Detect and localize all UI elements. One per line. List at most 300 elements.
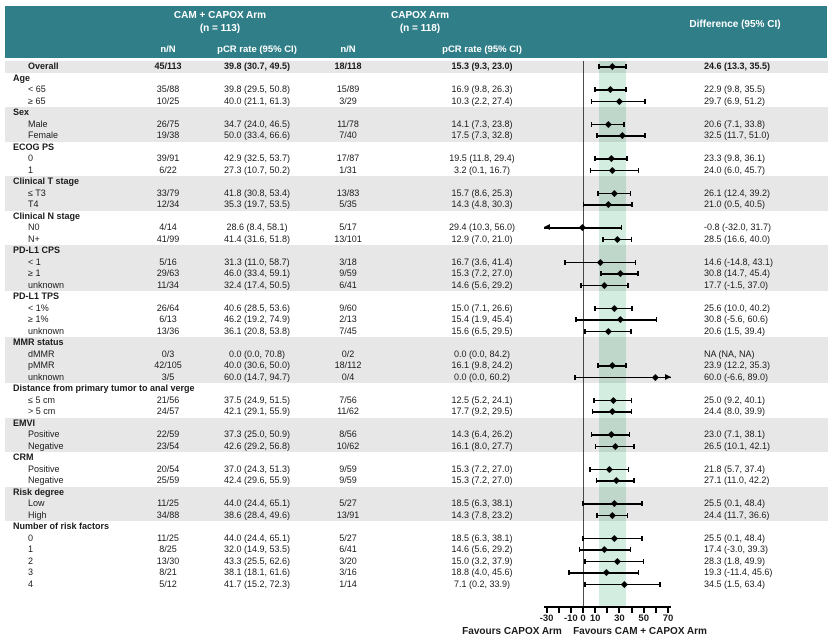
- cell-difference: 24.4 (11.7, 36.6): [704, 509, 770, 520]
- cell-capox-nN: 9/59: [339, 475, 357, 485]
- table-row: [5, 268, 828, 280]
- cell-cam-pcr: 41.7 (15.2, 72.3): [223, 578, 291, 589]
- cell-difference: 24.4 (8.0, 39.9): [704, 406, 766, 416]
- ci-cap-right: [633, 478, 635, 483]
- ci-cap-left: [575, 317, 577, 322]
- point-estimate-marker: [611, 190, 618, 197]
- point-estimate-marker: [601, 546, 608, 553]
- table-group-row: [5, 487, 828, 499]
- cell-difference: 28.3 (1.8, 49.9): [704, 555, 766, 566]
- arm1-header: [120, 10, 320, 35]
- point-estimate-marker: [614, 558, 621, 565]
- table-row: [5, 510, 828, 522]
- cell-cam-pcr: 44.0 (24.4, 65.1): [223, 532, 291, 543]
- cell-capox-pcr: 15.3 (7.2, 27.0): [451, 268, 513, 278]
- cell-difference: 22.9 (9.8, 35.5): [704, 84, 766, 94]
- table-row: [5, 441, 828, 453]
- cell-capox-pcr: 17.5 (7.3, 32.8): [451, 130, 513, 140]
- cell-difference: 32.5 (11.7, 51.0): [704, 130, 770, 140]
- axis-tick: [546, 608, 548, 613]
- table-row: [5, 395, 828, 407]
- cell-difference: 14.6 (-14.8, 43.1): [704, 256, 774, 267]
- subgroup-label: ≤ 5 cm: [28, 394, 55, 405]
- ci-cap-left: [591, 432, 593, 437]
- subgroup-label: ≥ 1%: [28, 314, 49, 324]
- cell-cam-pcr: 32.4 (17.4, 50.5): [223, 279, 291, 290]
- arm2-n-text: (n = 118): [399, 22, 441, 34]
- cell-difference: 29.7 (6.9, 51.2): [704, 95, 766, 106]
- table-row: [5, 533, 828, 545]
- cell-capox-pcr: 18.5 (6.3, 38.1): [451, 532, 513, 543]
- cell-difference: 20.6 (7.1, 33.8): [704, 118, 766, 129]
- subgroup-label: pMMR: [28, 360, 55, 370]
- difference-header: Difference (95% CI): [689, 19, 781, 30]
- axis-tick: [618, 608, 620, 613]
- point-estimate-marker: [605, 201, 612, 208]
- cell-capox-nN: 3/20: [339, 555, 357, 566]
- cell-difference: 34.5 (1.5, 63.4): [704, 578, 766, 589]
- table-row: [5, 199, 828, 211]
- subgroup-label: 3: [28, 567, 34, 577]
- table-row: [5, 360, 828, 372]
- cell-cam-nN: 5/16: [159, 256, 177, 267]
- cell-cam-pcr: 40.0 (30.6, 50.0): [223, 360, 291, 370]
- cell-capox-pcr: 18.8 (4.0, 45.6): [451, 567, 513, 577]
- ci-cap-left: [580, 283, 582, 288]
- cell-capox-pcr: 14.6 (5.6, 29.2): [451, 279, 513, 290]
- point-estimate-marker: [601, 282, 608, 289]
- point-estimate-marker: [608, 431, 615, 438]
- table-row: [5, 475, 828, 487]
- table-row: [5, 119, 828, 131]
- table-group-row: [5, 142, 828, 154]
- ci-cap-right: [641, 536, 643, 541]
- axis-tick: [655, 608, 657, 613]
- point-estimate-marker: [597, 259, 604, 266]
- ci-arrow-right-icon: [665, 374, 671, 380]
- cell-capox-nN: 3/16: [339, 567, 357, 577]
- cell-difference: -0.8 (-32.0, 31.7): [704, 222, 772, 232]
- subgroup-label: ≥ 1: [28, 268, 41, 278]
- cell-cam-nN: 8/25: [159, 544, 177, 554]
- cell-capox-nN: 13/91: [336, 509, 360, 520]
- cell-cam-pcr: 35.3 (19.7, 53.5): [223, 199, 291, 209]
- ci-cap-right: [631, 202, 633, 207]
- table-row: [5, 406, 828, 418]
- axis-tick-label: 0: [580, 613, 586, 624]
- cell-cam-nN: 21/56: [156, 394, 180, 405]
- cell-capox-nN: 5/27: [339, 498, 357, 508]
- cell-cam-pcr: 46.0 (33.4, 59.1): [223, 268, 291, 278]
- subgroup-label: N+: [28, 233, 40, 244]
- cell-difference: 21.8 (5.7, 37.4): [704, 463, 766, 474]
- ci-cap-right: [628, 467, 630, 472]
- cell-difference: 23.9 (12.2, 35.3): [704, 360, 771, 370]
- cell-cam-nN: 5/12: [159, 578, 177, 589]
- cell-cam-pcr: 38.1 (18.1, 61.6): [223, 567, 291, 577]
- cell-cam-nN: 6/22: [159, 164, 177, 175]
- cell-capox-nN: 1/31: [339, 164, 357, 175]
- col-header-pcr-arm2: pCR rate (95% CI): [442, 44, 522, 55]
- table-row: [5, 222, 828, 234]
- ci-cap-right: [643, 559, 645, 564]
- cell-capox-pcr: 14.3 (6.4, 26.2): [451, 429, 513, 439]
- subgroup-label: ECOG PS: [13, 141, 55, 152]
- cell-difference: 20.6 (1.5, 39.4): [704, 325, 766, 336]
- cell-cam-nN: 13/30: [156, 555, 180, 566]
- ci-cap-left: [592, 409, 594, 414]
- point-estimate-marker: [652, 374, 659, 381]
- cell-capox-pcr: 15.3 (7.2, 27.0): [451, 463, 513, 474]
- point-estimate-marker: [609, 167, 616, 174]
- point-estimate-marker: [609, 362, 616, 369]
- table-row: [5, 234, 828, 246]
- table-row: [5, 429, 828, 441]
- table-group-row: [5, 337, 828, 349]
- cell-difference: 19.3 (-11.4, 45.6): [704, 567, 773, 577]
- subgroup-label: Female: [28, 130, 59, 140]
- table-row: [5, 567, 828, 579]
- cell-cam-pcr: 38.6 (28.4, 49.6): [223, 509, 291, 520]
- axis-tick: [570, 608, 572, 613]
- cell-capox-pcr: 0.0 (0.0, 60.2): [453, 371, 511, 382]
- subgroup-label: Number of risk factors: [13, 521, 110, 531]
- table-row: [5, 314, 828, 326]
- point-estimate-marker: [612, 443, 619, 450]
- axis-tick-label: 70: [662, 613, 674, 624]
- cell-capox-nN: 2/13: [339, 314, 357, 324]
- cell-capox-nN: 6/41: [339, 279, 357, 290]
- cell-capox-pcr: 15.7 (8.6, 25.3): [451, 187, 513, 198]
- cell-difference: 24.6 (13.3, 35.5): [704, 61, 771, 71]
- cell-capox-pcr: 15.0 (3.2, 37.9): [451, 555, 513, 566]
- ci-cap-left: [597, 363, 599, 368]
- ci-cap-right: [638, 168, 640, 173]
- cell-capox-pcr: 14.3 (4.8, 30.3): [451, 199, 513, 209]
- cell-difference: 30.8 (14.7, 45.4): [704, 268, 771, 278]
- cell-capox-pcr: 29.4 (10.3, 56.0): [448, 222, 516, 232]
- ci-cap-left: [596, 133, 598, 138]
- cell-cam-nN: 25/59: [156, 475, 180, 485]
- cell-cam-nN: 35/88: [156, 84, 180, 94]
- ci-cap-left: [568, 570, 570, 575]
- table-group-row: [5, 176, 828, 188]
- point-estimate-marker: [605, 121, 612, 128]
- cell-cam-nN: 0/3: [161, 348, 175, 359]
- cell-cam-nN: 33/79: [156, 187, 180, 198]
- cell-capox-pcr: 14.1 (7.3, 23.8): [451, 118, 513, 129]
- cell-capox-nN: 15/89: [336, 84, 360, 94]
- ci-cap-right: [633, 444, 635, 449]
- ci-cap-right: [641, 501, 643, 506]
- axis-tick: [606, 608, 608, 613]
- table-group-row: [5, 73, 828, 85]
- cell-difference: 25.6 (10.0, 40.2): [704, 302, 771, 313]
- ci-cap-right: [631, 237, 633, 242]
- cell-capox-nN: 13/101: [334, 233, 362, 244]
- cell-difference: 24.0 (6.0, 45.7): [704, 164, 766, 175]
- ci-cap-right: [623, 122, 625, 127]
- table-row: [5, 188, 828, 200]
- table-row: [5, 372, 828, 384]
- cell-cam-nN: 6/13: [159, 314, 177, 324]
- cell-cam-pcr: 44.0 (24.4, 65.1): [223, 498, 291, 508]
- point-estimate-marker: [613, 477, 620, 484]
- cell-cam-pcr: 42.4 (29.6, 55.9): [223, 475, 291, 485]
- subgroup-label: < 65: [28, 84, 46, 94]
- cell-cam-nN: 24/57: [156, 406, 180, 416]
- ci-cap-left: [579, 547, 581, 552]
- subgroup-label: 0: [28, 153, 34, 163]
- cell-capox-nN: 0/2: [341, 348, 355, 359]
- cell-capox-pcr: 14.6 (5.6, 29.2): [451, 544, 513, 554]
- cell-capox-nN: 17/87: [336, 153, 360, 163]
- ci-cap-right: [638, 570, 640, 575]
- point-estimate-marker: [611, 305, 618, 312]
- cell-difference: 23.3 (9.8, 36.1): [704, 153, 766, 163]
- ci-cap-right: [630, 329, 632, 334]
- arm2-header: [330, 10, 510, 35]
- point-estimate-marker: [611, 500, 618, 507]
- cell-difference: 30.8 (-5.6, 60.6): [704, 314, 769, 324]
- table-group-row: [5, 211, 828, 223]
- cell-difference: NA (NA, NA): [704, 348, 755, 359]
- cell-difference: 26.1 (12.4, 39.2): [704, 187, 771, 198]
- ci-cap-left: [589, 467, 591, 472]
- ci-cap-left: [598, 64, 600, 69]
- ci-cap-left: [574, 375, 576, 380]
- cell-cam-pcr: 40.6 (28.5, 53.6): [223, 302, 291, 313]
- cell-capox-nN: 9/59: [339, 463, 357, 474]
- cell-difference: 27.1 (11.0, 42.2): [704, 475, 770, 485]
- subgroup-label: High: [28, 509, 47, 520]
- point-estimate-marker: [614, 236, 621, 243]
- arm1-n-text: (n = 113): [199, 22, 241, 34]
- cell-cam-nN: 39/91: [156, 153, 180, 163]
- point-estimate-marker: [609, 512, 616, 519]
- ci-cap-left: [596, 478, 598, 483]
- cell-difference: 60.0 (-6.6, 89.0): [704, 371, 769, 382]
- cell-difference: 25.0 (9.2, 40.1): [704, 394, 766, 405]
- cell-capox-nN: 5/17: [339, 222, 357, 232]
- cell-capox-nN: 18/112: [334, 360, 362, 370]
- ci-cap-right: [621, 225, 623, 230]
- ci-cap-left: [584, 559, 586, 564]
- ci-cap-left: [596, 513, 598, 518]
- cell-difference: 23.0 (7.1, 38.1): [704, 429, 766, 439]
- ci-cap-right: [644, 133, 646, 138]
- axis-tick: [667, 608, 669, 613]
- table-row: [5, 349, 828, 361]
- cell-cam-nN: 34/88: [156, 509, 180, 520]
- subgroup-label: < 1%: [28, 302, 49, 313]
- cell-cam-nN: 29/63: [156, 268, 180, 278]
- cell-capox-nN: 3/29: [339, 95, 357, 106]
- cell-cam-nN: 11/25: [157, 498, 179, 508]
- subgroup-label: PD-L1 CPS: [13, 245, 61, 255]
- col-header-pcr-arm1: pCR rate (95% CI): [217, 44, 297, 55]
- table-row: [5, 61, 828, 73]
- cell-cam-nN: 12/34: [156, 199, 180, 209]
- ci-cap-right: [630, 547, 632, 552]
- cell-capox-pcr: 19.5 (11.8, 29.4): [449, 153, 515, 163]
- favours-right-label: Favours CAM + CAPOX Arm: [573, 626, 707, 637]
- cell-capox-pcr: 12.9 (7.0, 21.0): [451, 233, 513, 244]
- cell-cam-nN: 10/25: [156, 95, 180, 106]
- subgroup-label: CRM: [13, 452, 34, 462]
- cell-cam-nN: 42/105: [154, 360, 182, 370]
- point-estimate-marker: [607, 86, 614, 93]
- axis-tick-label: 30: [614, 613, 625, 624]
- cell-cam-pcr: 42.9 (32.5, 53.7): [223, 153, 291, 163]
- cell-capox-pcr: 15.6 (6.5, 29.5): [451, 325, 513, 336]
- subgroup-label: Risk degree: [13, 486, 65, 497]
- table-row: [5, 84, 828, 96]
- subgroup-label: Negative: [28, 475, 64, 485]
- subgroup-label: < 1: [28, 256, 41, 267]
- subgroup-label: 2: [28, 555, 34, 566]
- subgroup-label: unknown: [28, 371, 65, 382]
- cell-cam-nN: 26/64: [156, 302, 180, 313]
- cell-capox-nN: 5/35: [339, 199, 357, 209]
- cell-cam-nN: 45/113: [154, 61, 182, 71]
- ci-cap-left: [594, 87, 596, 92]
- cell-capox-pcr: 16.1 (9.8, 24.2): [451, 360, 513, 370]
- cell-capox-nN: 7/45: [339, 325, 357, 336]
- cell-cam-pcr: 42.1 (29.1, 55.9): [223, 406, 291, 416]
- cell-capox-pcr: 15.3 (9.3, 23.0): [451, 61, 513, 71]
- ci-cap-left: [594, 306, 596, 311]
- subgroup-label: Positive: [28, 463, 60, 474]
- table-group-row: [5, 107, 828, 119]
- cell-difference: 28.5 (16.6, 40.0): [704, 233, 771, 244]
- cell-capox-pcr: 15.3 (7.2, 27.0): [451, 475, 513, 485]
- point-estimate-marker: [609, 408, 616, 415]
- subgroup-label: 0: [28, 532, 34, 543]
- cell-cam-pcr: 43.3 (25.5, 62.6): [223, 555, 291, 566]
- cell-difference: 17.7 (-1.5, 37.0): [704, 279, 769, 290]
- subgroup-label: > 5 cm: [28, 406, 56, 416]
- ci-arrow-left-icon: [544, 224, 550, 230]
- subgroup-label: Negative: [28, 440, 64, 451]
- table-row: [5, 303, 828, 315]
- arm2-title-text: CAPOX Arm: [391, 10, 449, 21]
- ci-cap-left: [591, 122, 593, 127]
- ci-cap-right: [625, 64, 627, 69]
- table-row: [5, 96, 828, 108]
- cell-capox-pcr: 16.1 (8.0, 27.7): [451, 440, 513, 451]
- table-group-row: [5, 291, 828, 303]
- cell-cam-pcr: 36.1 (20.8, 53.8): [223, 325, 291, 336]
- ci-cap-left: [595, 444, 597, 449]
- cell-capox-pcr: 17.7 (9.2, 29.5): [451, 406, 513, 416]
- cell-cam-nN: 11/34: [157, 279, 179, 290]
- cell-capox-pcr: 7.1 (0.2, 33.9): [453, 578, 511, 589]
- subgroup-label: Overall: [28, 61, 59, 71]
- table-group-row: [5, 245, 828, 257]
- point-estimate-marker: [608, 155, 615, 162]
- subgroup-label: Distance from primary tumor to anal verge: [13, 383, 195, 393]
- cell-cam-pcr: 37.3 (25.0, 50.9): [223, 429, 291, 439]
- subgroup-label: Low: [28, 498, 45, 508]
- point-estimate-marker: [603, 569, 610, 576]
- cell-cam-pcr: 41.8 (30.8, 53.4): [223, 187, 291, 198]
- axis-tick: [558, 608, 560, 613]
- subgroup-table-body: [5, 61, 828, 590]
- subgroup-label: ≥ 65: [28, 95, 46, 106]
- cell-cam-nN: 19/38: [156, 130, 180, 140]
- cell-cam-pcr: 60.0 (14.7, 94.7): [223, 371, 291, 382]
- table-row: [5, 130, 828, 142]
- subgroup-label: N0: [28, 222, 40, 232]
- cell-cam-pcr: 27.3 (10.7, 50.2): [223, 164, 291, 175]
- ci-cap-right: [627, 513, 629, 518]
- point-estimate-marker: [617, 316, 624, 323]
- cell-cam-pcr: 40.0 (21.1, 61.3): [223, 95, 291, 106]
- ci-cap-right: [644, 99, 646, 104]
- table-row: [5, 498, 828, 510]
- subgroup-label: Sex: [13, 107, 30, 117]
- ci-cap-left: [582, 501, 584, 506]
- cell-capox-nN: 7/40: [339, 130, 357, 140]
- cell-capox-pcr: 16.7 (3.6, 41.4): [451, 256, 513, 267]
- subgroup-label: PD-L1 TPS: [13, 291, 60, 301]
- subgroup-label: Clinical N stage: [13, 210, 81, 221]
- point-estimate-marker: [619, 132, 626, 139]
- point-estimate-marker: [610, 397, 617, 404]
- cell-capox-pcr: 15.0 (7.1, 26.6): [451, 302, 513, 313]
- cell-cam-pcr: 31.3 (11.0, 58.7): [224, 256, 290, 267]
- cell-cam-pcr: 50.0 (33.4, 66.6): [223, 130, 291, 140]
- ci-cap-right: [626, 156, 628, 161]
- table-row: [5, 464, 828, 476]
- ci-cap-right: [631, 306, 633, 311]
- cell-cam-pcr: 42.6 (29.2, 56.8): [223, 440, 291, 451]
- ci-cap-left: [600, 271, 602, 276]
- subgroup-label: unknown: [28, 325, 65, 336]
- ci-cap-left: [583, 202, 585, 207]
- table-group-row: [5, 418, 828, 430]
- axis-tick-label: -10: [563, 613, 578, 624]
- table-group-row: [5, 452, 828, 464]
- ci-cap-right: [625, 363, 627, 368]
- cell-difference: 17.4 (-3.0, 39.3): [704, 544, 769, 554]
- subgroup-label: 1: [28, 164, 34, 175]
- cell-cam-pcr: 34.7 (24.0, 46.5): [223, 118, 291, 129]
- ci-cap-left: [593, 398, 595, 403]
- cell-capox-pcr: 16.9 (9.8, 26.3): [451, 84, 513, 94]
- cell-capox-nN: 9/60: [339, 302, 357, 313]
- cell-difference: 26.5 (10.1, 42.1): [704, 440, 771, 451]
- col-header-nN-arm1: n/N: [160, 44, 176, 55]
- cell-cam-nN: 41/99: [156, 233, 180, 244]
- cell-capox-nN: 10/62: [336, 440, 360, 451]
- cell-difference: 21.0 (0.5, 40.5): [704, 199, 766, 209]
- axis-tick-label: 50: [638, 613, 649, 624]
- ci-cap-left: [602, 237, 604, 242]
- ci-cap-left: [594, 156, 596, 161]
- cell-capox-nN: 11/62: [337, 406, 359, 416]
- point-estimate-marker: [605, 328, 612, 335]
- ci-cap-right: [630, 191, 632, 196]
- axis-tick: [594, 608, 596, 613]
- ci-cap-left: [582, 536, 584, 541]
- subgroup-label: Male: [28, 118, 48, 129]
- ci-cap-right: [627, 283, 629, 288]
- subgroup-label: MMR status: [13, 337, 64, 347]
- ci-cap-left: [590, 168, 592, 173]
- table-row: [5, 280, 828, 292]
